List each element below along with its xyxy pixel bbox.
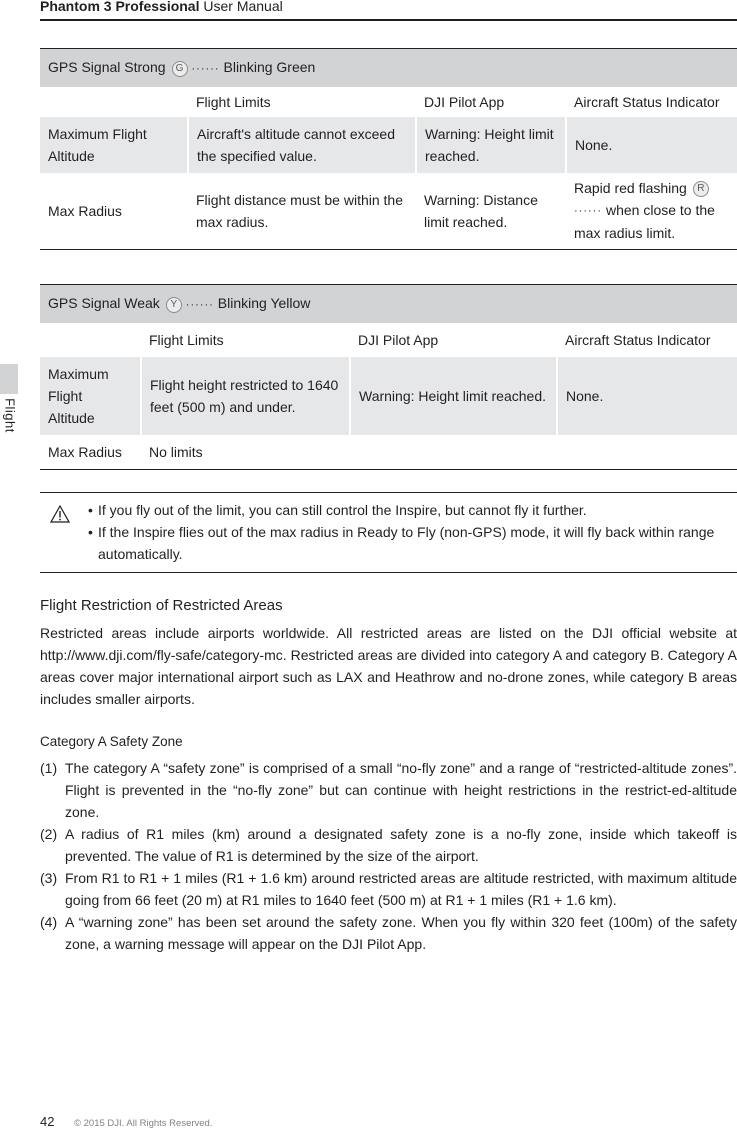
row-label: Maximum Flight Altitude: [40, 117, 188, 173]
col-header-app: DJI Pilot App: [358, 332, 439, 348]
list-text: From R1 to R1 + 1 miles (R1 + 1.6 km) around restricted areas are altitude restricted, with maximum altitude going from 66 feet (20 m) at R1 miles to 1640 feet (500 m) at R1 + 1 miles (R1 + 1.6 km).: [65, 870, 737, 908]
list-item: [40, 867, 737, 911]
cell-indicator: [566, 173, 737, 249]
blink-dots-icon: ······: [574, 205, 602, 218]
table-row: [40, 117, 737, 173]
list-number: (2): [40, 826, 58, 842]
row-label: Max Radius: [40, 435, 141, 469]
notes-box: [40, 492, 737, 573]
list-item: [40, 911, 737, 955]
gps-weak-header-row: [40, 323, 737, 357]
table-row: [40, 357, 737, 435]
indicator-post-text: when close to the max radius limit.: [574, 202, 715, 242]
gps-weak-indicator-text: Blinking Yellow: [217, 295, 311, 312]
cell-flight-limits: No limits: [141, 435, 737, 469]
subsection-title: Category A Safety Zone: [40, 734, 183, 749]
cell-app: Warning: Height limit reached.: [350, 357, 557, 435]
list-item: • If you fly out of the limit, you can still control the Inspire, but cannot fly it further.: [88, 499, 728, 521]
cell-indicator: None.: [557, 357, 737, 435]
gps-weak-label: GPS Signal Weak: [48, 295, 160, 312]
list-item: [40, 823, 737, 867]
table-row: [40, 435, 737, 469]
blink-dots-icon: ······: [191, 62, 220, 75]
col-header-flight-limits: Flight Limits: [149, 332, 224, 348]
row-label: Maximum Flight Altitude: [40, 357, 141, 435]
section-title: Flight Restriction of Restricted Areas: [40, 597, 283, 614]
gps-weak-table: [40, 284, 737, 470]
col-header-indicator: Aircraft Status Indicator: [574, 94, 720, 110]
page-header: [40, 0, 737, 21]
side-tab-marker: [0, 364, 18, 394]
notes-list: [88, 499, 728, 565]
cell-app: Warning: Distance limit reached.: [416, 173, 566, 249]
list-number: (1): [40, 760, 58, 776]
numbered-list: [40, 757, 737, 955]
gps-strong-indicator-text: Blinking Green: [223, 59, 316, 76]
yellow-led-icon: Y: [166, 297, 182, 313]
list-text: A radius of R1 miles (km) around a designated safety zone is a no-fly zone, inside which takeoff is prevented. The value of R1 is determined by the size of the airport.: [65, 826, 737, 864]
col-header-flight-limits: Flight Limits: [196, 94, 271, 110]
gps-strong-band: [40, 49, 737, 88]
section-paragraph: Restricted areas include airports worldwide. All restricted areas are listed on the DJI official website at http://www.dji.com/fly-safe/category-mc. Restricted areas are divided into category A and category B. Category A areas cover major international airport such as LAX and Heathrow and no-drone zones, while category B areas includes smaller airports.: [40, 625, 737, 707]
gps-strong-header-row: [40, 87, 737, 117]
gps-strong-table: [40, 48, 737, 250]
red-led-icon: R: [693, 181, 709, 197]
cell-flight-limits: Aircraft's altitude cannot exceed the specified value.: [188, 117, 416, 173]
col-header-app: DJI Pilot App: [424, 94, 505, 110]
cell-app: Warning: Height limit reached.: [416, 117, 566, 173]
cell-flight-limits: Flight height restricted to 1640 feet (500 m) and under.: [141, 357, 350, 435]
list-item: • If the Inspire flies out of the max radius in Ready to Fly (non-GPS) mode, it will fly back within range automatically.: [88, 521, 728, 565]
blink-dots-icon: ······: [185, 298, 214, 311]
col-header-indicator: Aircraft Status Indicator: [565, 332, 711, 348]
row-label: Max Radius: [40, 173, 188, 249]
gps-strong-label: GPS Signal Strong: [48, 59, 166, 76]
list-text: The category A “safety zone” is comprised of a small “no-fly zone” and a range of “restricted-altitude zones”. Flight is prevented in the “no-fly zone” but can continue with height restrictions in the restrict-ed-altitude zone.: [65, 760, 737, 820]
list-number: (4): [40, 914, 58, 930]
warning-icon: [50, 505, 70, 523]
page-number: 42: [40, 1114, 55, 1129]
green-led-icon: G: [172, 61, 188, 77]
indicator-pre-text: Rapid red flashing: [574, 180, 687, 197]
header-brand: [40, 0, 283, 14]
cell-indicator: None.: [566, 117, 737, 173]
copyright-text: © 2015 DJI. All Rights Reserved.: [74, 1118, 213, 1129]
list-text: A “warning zone” has been set around the safety zone. When you fly within 320 feet (100m) of the safety zone, a warning message will appear on the DJI Pilot App.: [65, 914, 737, 952]
gps-weak-band: [40, 285, 737, 324]
cell-flight-limits: Flight distance must be within the max radius.: [188, 173, 416, 249]
list-item: [40, 757, 737, 823]
side-section-label: Flight: [2, 398, 18, 433]
header-brand-name: Phantom 3 Professional: [40, 0, 200, 14]
table-row: [40, 173, 737, 249]
header-subtitle: User Manual: [203, 0, 283, 14]
list-number: (3): [40, 870, 58, 886]
